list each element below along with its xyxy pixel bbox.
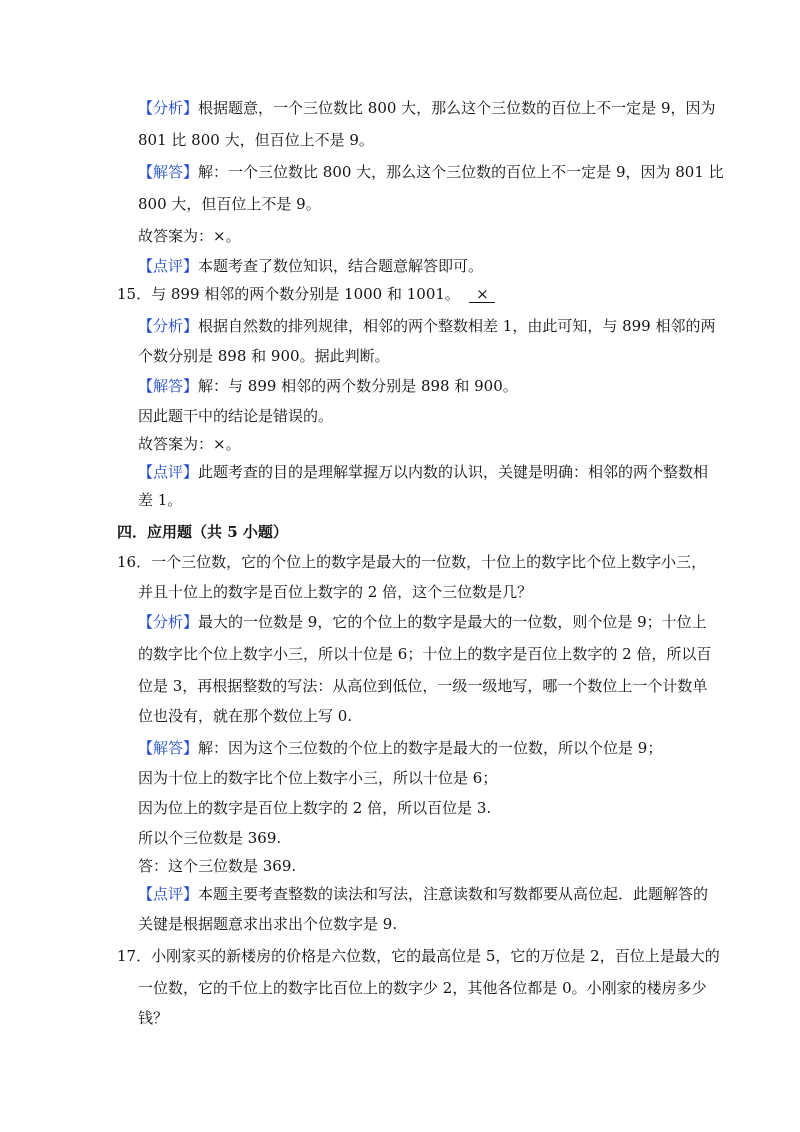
q14-answer-line-2: 800 大，但百位上不是 9。 [138, 195, 321, 213]
q15-final-answer: 故答案为：×。 [138, 435, 241, 453]
q15-comment-line-1: 【点评】此题考查的目的是理解掌握万以内数的认识，关键是明确：相邻的两个整数相 [138, 463, 709, 481]
q15-analysis-line-1: 【分析】根据自然数的排列规律，相邻的两个整数相差 1，由此可知，与 899 相邻的两 [138, 317, 716, 335]
q14-analysis-line-1: 【分析】根据题意，一个三位数比 800 大，那么这个三位数的百位上不一定是 9，因为 [138, 99, 716, 117]
q16-stem-line-2: 并且十位上的数字是百位上数字的 2 倍，这个三位数是几？ [138, 583, 533, 601]
q17-stem-line-1: 17．小刚家买的新楼房的价格是六位数，它的最高位是 5，它的万位是 2，百位上是最大的 [117, 947, 720, 965]
analysis-tag: 【分析】 [138, 99, 199, 117]
section-heading: 四．应用题（共 5 小题） [117, 523, 288, 541]
q14-analysis-line-2: 801 比 800 大，但百位上不是 9。 [138, 131, 374, 149]
q15-comment-line-2: 差 1。 [138, 491, 183, 509]
question-number: 17． [117, 947, 152, 965]
q14-comment: 【点评】本题考查了数位知识，结合题意解答即可。 [138, 257, 484, 275]
q16-comment-line-1: 【点评】本题主要考查整数的读法和写法，注意读数和写数都要从高位起．此题解答的 [138, 885, 709, 903]
comment-tag: 【点评】 [138, 463, 199, 481]
q16-analysis-line-4: 位也没有，就在那个数位上写 0. [138, 707, 353, 725]
answer-tag: 【解答】 [138, 377, 199, 395]
analysis-tag: 【分析】 [138, 613, 199, 631]
q16-analysis-line-2: 的数字比个位上数字小三，所以十位是 6；十位上的数字是百位上数字的 2 倍，所以百 [138, 645, 712, 663]
comment-tag: 【点评】 [138, 885, 199, 903]
q17-stem-line-2: 一位数，它的千位上的数字比百位上的数字少 2，其他各位都是 0。小刚家的楼房多少 [138, 979, 707, 997]
q16-answer-line-2: 因为十位上的数字比个位上数字小三，所以十位是 6； [138, 769, 498, 787]
q17-stem-line-3: 钱？ [138, 1009, 169, 1027]
answer-tag: 【解答】 [138, 739, 199, 757]
q16-analysis-line-3: 位是 3，再根据整数的写法：从高位到低位，一级一级地写，哪一个数位上一个计数单 [138, 677, 708, 695]
answer-blank: × [469, 286, 495, 303]
question-number: 16． [117, 553, 152, 571]
q15-answer-line-1: 【解答】解：与 899 相邻的两个数分别是 898 和 900。 [138, 377, 518, 395]
q14-final-answer: 故答案为：×。 [138, 227, 241, 245]
q14-answer-line-1: 【解答】解：一个三位数比 800 大，那么这个三位数的百位上不一定是 9，因为 801 比 [138, 163, 724, 181]
q16-stem-line-1: 16．一个三位数，它的个位上的数字是最大的一位数，十位上的数字比个位上数字小三， [117, 553, 707, 571]
analysis-tag: 【分析】 [138, 317, 199, 335]
q16-answer-line-4: 所以个三位数是 369. [138, 829, 282, 847]
q16-answer-line-3: 因为位上的数字是百位上数字的 2 倍，所以百位是 3. [138, 799, 492, 817]
q15-answer-line-2: 因此题干中的结论是错误的。 [138, 407, 334, 425]
q16-answer-line-1: 【解答】解：因为这个三位数的个位上的数字是最大的一位数，所以个位是 9； [138, 739, 663, 757]
q16-analysis-line-1: 【分析】最大的一位数是 9，它的个位上的数字是最大的一位数，则个位是 9；十位上 [138, 613, 707, 631]
q16-comment-line-2: 关键是根据题意求出求出个位数字是 9. [138, 915, 398, 933]
answer-tag: 【解答】 [138, 163, 199, 181]
q15-analysis-line-2: 个数分别是 898 和 900。据此判断。 [138, 347, 390, 365]
comment-tag: 【点评】 [138, 257, 199, 275]
q16-answer-line-5: 答：这个三位数是 369. [138, 857, 297, 875]
question-number: 15． [117, 285, 152, 303]
q15-stem: 15．与 899 相邻的两个数分别是 1000 和 1001。 × [117, 284, 495, 304]
